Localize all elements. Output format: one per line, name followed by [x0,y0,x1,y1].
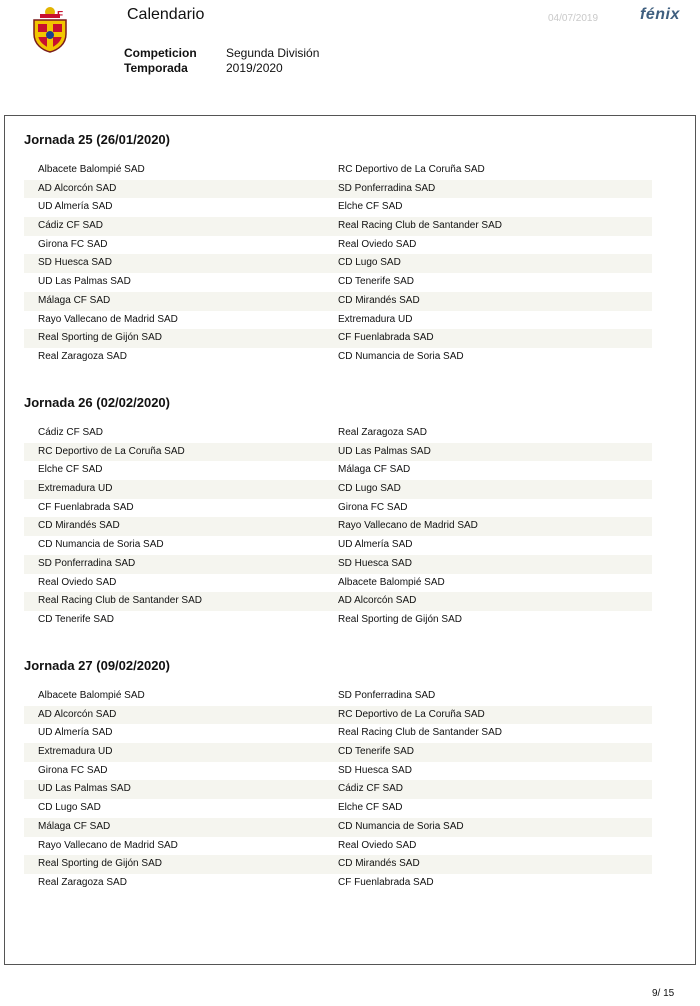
away-team: CD Mirandés SAD [338,858,420,870]
document-meta [124,46,319,76]
match-row [24,180,652,199]
match-row [24,574,652,593]
home-team: Cádiz CF SAD [38,427,104,438]
competition-row [124,46,319,61]
home-team: Real Racing Club de Santander SAD [38,595,202,607]
home-team: Albacete Balompié SAD [38,690,145,701]
home-team: SD Ponferradina SAD [38,557,136,569]
away-team: UD Las Palmas SAD [338,445,431,457]
match-row [24,424,652,443]
home-team: UD Las Palmas SAD [38,276,131,288]
away-team: SD Huesca SAD [338,557,412,569]
round-title: Jornada 26 (02/02/2020) [24,395,170,410]
home-team: Rayo Vallecano de Madrid SAD [38,839,178,851]
round-block [24,393,652,630]
away-team: CD Lugo SAD [338,257,401,269]
match-row [24,311,652,330]
home-team: Real Oviedo SAD [38,576,117,588]
match-row [24,555,652,574]
match-row [24,687,652,706]
away-team: AD Alcorcón SAD [338,595,417,607]
round-title: Jornada 27 (09/02/2020) [24,658,170,673]
match-row [24,292,652,311]
home-team: Albacete Balompié SAD [38,164,145,175]
home-team: UD Las Palmas SAD [38,783,131,795]
home-team: CD Lugo SAD [38,802,101,814]
away-team: Girona FC SAD [338,501,408,513]
competition-label: Competicion [124,46,197,60]
away-team: Real Sporting de Gijón SAD [338,613,462,625]
match-row [24,855,652,874]
away-team: Real Racing Club de Santander SAD [338,220,502,232]
season-label: Temporada [124,61,188,75]
home-team: SD Huesca SAD [38,257,112,269]
match-row [24,536,652,555]
home-team: UD Almería SAD [38,201,113,213]
away-team: Albacete Balompié SAD [338,576,445,588]
match-row [24,799,652,818]
brand-logo: fénix [640,6,680,23]
page-number: 9/ 15 [652,988,675,999]
home-team: Extremadura UD [38,483,113,495]
home-team: CD Mirandés SAD [38,520,120,532]
home-team: Real Zaragoza SAD [38,876,127,888]
away-team: CD Tenerife SAD [338,746,414,758]
home-team: AD Alcorcón SAD [38,708,117,720]
match-row [24,329,652,348]
match-row [24,837,652,856]
round-title: Jornada 25 (26/01/2020) [24,132,170,147]
match-row [24,743,652,762]
match-row [24,461,652,480]
away-team: CF Fuenlabrada SAD [338,332,434,344]
home-team: Rayo Vallecano de Madrid SAD [38,313,178,325]
match-row [24,161,652,180]
match-row [24,818,652,837]
round-block [24,130,652,367]
federation-crest-logo [26,4,74,54]
home-team: Real Sporting de Gijón SAD [38,858,162,870]
season-row [124,61,319,76]
match-row [24,499,652,518]
home-team: CD Tenerife SAD [38,613,114,625]
match-row [24,780,652,799]
match-list [24,161,652,367]
match-list [24,424,652,630]
away-team: Málaga CF SAD [338,464,411,476]
home-team: Cádiz CF SAD [38,220,104,232]
away-team: Elche CF SAD [338,201,403,213]
match-row [24,874,652,893]
away-team: RC Deportivo de La Coruña SAD [338,164,485,175]
match-row [24,611,652,630]
match-row [24,254,652,273]
home-team: Girona FC SAD [38,238,108,250]
season-value: 2019/2020 [226,61,283,75]
away-team: Cádiz CF SAD [338,783,404,795]
away-team: Rayo Vallecano de Madrid SAD [338,520,478,532]
match-row [24,762,652,781]
round-block [24,656,652,893]
home-team: CD Numancia de Soria SAD [38,539,164,551]
home-team: Real Zaragoza SAD [38,350,127,362]
away-team: CF Fuenlabrada SAD [338,876,434,888]
home-team: RC Deportivo de La Coruña SAD [38,445,185,457]
away-team: Extremadura UD [338,313,413,325]
match-row [24,217,652,236]
match-row [24,706,652,725]
away-team: Elche CF SAD [338,802,403,814]
match-row [24,724,652,743]
match-row [24,348,652,367]
svg-text:F: F [57,10,64,21]
away-team: SD Huesca SAD [338,764,412,776]
match-row [24,273,652,292]
competition-value: Segunda División [226,46,320,60]
away-team: CD Numancia de Soria SAD [338,350,464,362]
home-team: Girona FC SAD [38,764,108,776]
document-date: 04/07/2019 [548,13,599,24]
away-team: Real Zaragoza SAD [338,427,427,438]
match-row [24,592,652,611]
away-team: UD Almería SAD [338,539,413,551]
home-team: UD Almería SAD [38,727,113,739]
match-row [24,443,652,462]
away-team: RC Deportivo de La Coruña SAD [338,708,485,720]
away-team: SD Ponferradina SAD [338,182,436,194]
home-team: AD Alcorcón SAD [38,182,117,194]
away-team: Real Oviedo SAD [338,238,417,250]
match-row [24,198,652,217]
home-team: Málaga CF SAD [38,294,111,306]
match-row [24,517,652,536]
away-team: CD Mirandés SAD [338,294,420,306]
home-team: Málaga CF SAD [38,820,111,832]
home-team: Elche CF SAD [38,464,103,476]
away-team: CD Tenerife SAD [338,276,414,288]
away-team: CD Numancia de Soria SAD [338,820,464,832]
match-list [24,687,652,893]
away-team: CD Lugo SAD [338,483,401,495]
home-team: Extremadura UD [38,746,113,758]
away-team: SD Ponferradina SAD [338,690,436,701]
away-team: Real Oviedo SAD [338,839,417,851]
match-row [24,480,652,499]
match-row [24,236,652,255]
document-title: Calendario [127,6,205,23]
away-team: Real Racing Club de Santander SAD [338,727,502,739]
home-team: Real Sporting de Gijón SAD [38,332,162,344]
home-team: CF Fuenlabrada SAD [38,501,134,513]
